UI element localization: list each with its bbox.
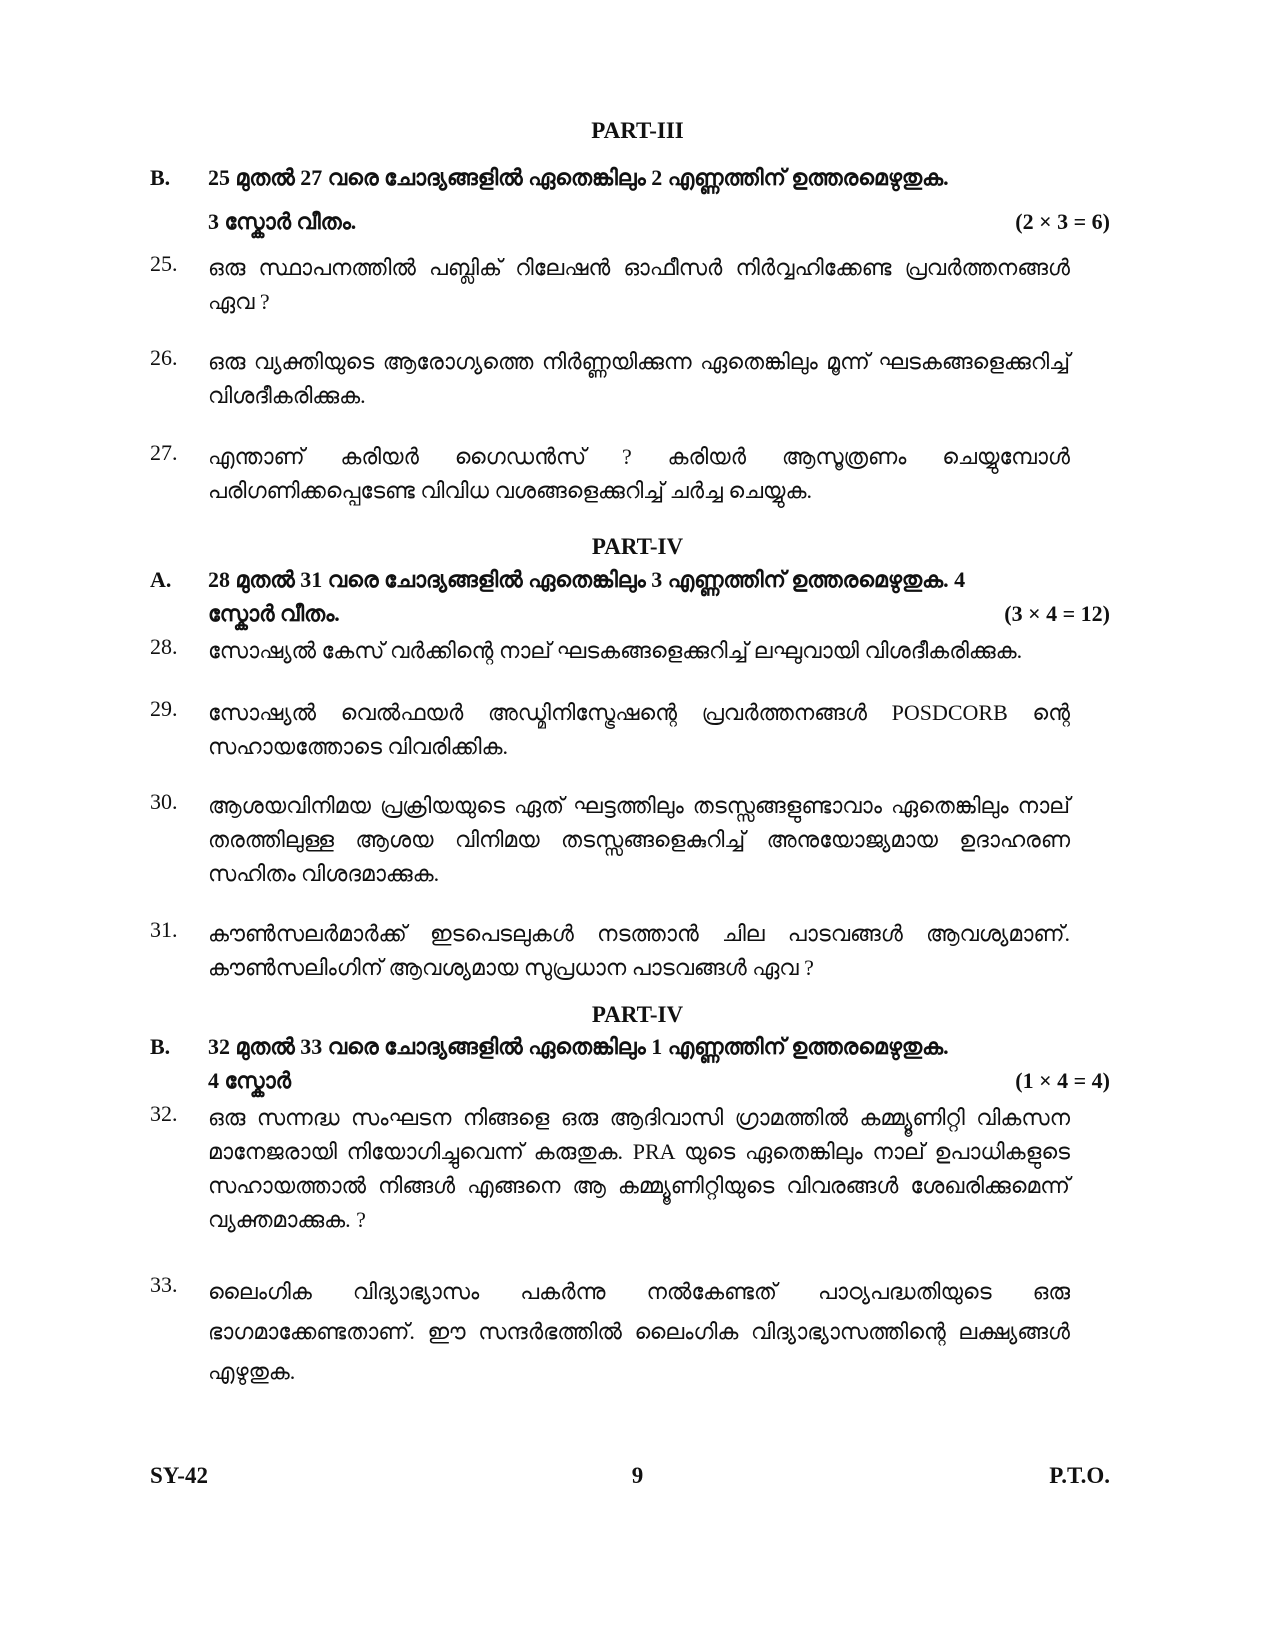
section-letter: B.	[150, 1034, 171, 1059]
instruction-line: സ്കോർ വീതം.	[208, 601, 340, 626]
question-text: സോഷ്യൽ കേസ് വർക്കിന്റെ നാല് ഘടകങ്ങളെക്കുറിച്ച് ലഘുവായി വിശദീകരിക്കുക.	[208, 638, 1023, 663]
question-text: ആശയവിനിമയ പ്രക്രിയയുടെ ഏത് ഘട്ടത്തിലും തടസ്സങ്ങളുണ്ടാവാം ഏതെങ്കിലും നാല് തരത്തിലുള്ള ആശയ വിനിമയ തടസ്സങ്ങളെകുറിച്ച് അനുയോജ്യമായ ഉദാഹരണ സഹിതം വിശദമാക്കുക.	[208, 793, 1070, 886]
score-allocation: (2 × 3 = 6)	[1015, 209, 1110, 234]
instruction-line: 4 സ്കോർ	[208, 1068, 292, 1093]
question-number: 25.	[150, 251, 178, 276]
question-number: 30.	[150, 789, 178, 814]
please-turn-over: P.T.O.	[1049, 1463, 1110, 1488]
question-number: 32.	[150, 1101, 178, 1126]
section-letter: A.	[150, 567, 172, 592]
question-text: കൗൺസലർമാർക്ക് ഇടപെടലുകൾ നടത്താൻ ചില പാടവങ്ങൾ ആവശ്യമാണ്. കൗൺസലിംഗിന് ആവശ്യമായ സുപ്രധാന പാടവങ്ങൾ ഏവ ?	[208, 921, 1070, 980]
question-number: 31.	[150, 917, 178, 942]
score-allocation: (3 × 4 = 12)	[1004, 601, 1110, 626]
instruction-line: 32 മുതൽ 33 വരെ ചോദ്യങ്ങളിൽ ഏതെങ്കിലും 1 എണ്ണത്തിന് ഉത്തരമെഴുതുക.	[208, 1034, 949, 1059]
question-number: 26.	[150, 345, 178, 370]
question-text: ഒരു സന്നദ്ധ സംഘടന നിങ്ങളെ ഒരു ആദിവാസി ഗ്രാമത്തിൽ കമ്മ്യൂണിറ്റി വികസന മാനേജരായി നിയോഗിച്ചുവെന്ന് കരുതുക. PRA യുടെ ഏതെങ്കിലും നാല് ഉപാധികളുടെ സഹായത്താൽ നിങ്ങൾ എങ്ങനെ ആ കമ്മ്യൂണിറ്റിയുടെ വിവരങ്ങൾ ശേഖരിക്കുമെന്ന് വ്യക്തമാക്കുക. ?	[208, 1105, 1070, 1232]
question-number: 28.	[150, 634, 178, 659]
question-number: 33.	[150, 1272, 178, 1297]
part-title: PART-III	[591, 118, 684, 143]
section-instruction	[150, 567, 1110, 631]
score-allocation: (1 × 4 = 4)	[1015, 1068, 1110, 1093]
question-text: ഒരു സ്ഥാപനത്തിൽ പബ്ലിക് റിലേഷൻ ഓഫീസർ നിർവ്വഹിക്കേണ്ട പ്രവർത്തനങ്ങൾ ഏവ ?	[208, 255, 1070, 314]
question-text: ലൈംഗിക വിദ്യാഭ്യാസം പകർന്നു നൽകേണ്ടത് പാഠ്യപദ്ധതിയുടെ ഒരു ഭാഗമാക്കേണ്ടതാണ്. ഈ സന്ദർഭത്തിൽ ലൈംഗിക വിദ്യാഭ്യാസത്തിന്റെ ലക്ഷ്യങ്ങൾ എഴുതുക.	[208, 1279, 1070, 1384]
question-text: എന്താണ് കരിയർ ഗൈഡൻസ് ? കരിയർ ആസൂത്രണം ചെയ്യുമ്പോൾ പരിഗണിക്കപ്പെടേണ്ട വിവിധ വശങ്ങളെക്കുറിച്ച് ചർച്ച ചെയ്യുക.	[208, 444, 1070, 503]
section-letter: B.	[150, 165, 171, 190]
question-text: സോഷ്യൽ വെൽഫയർ അഡ്മിനിസ്ട്രേഷന്റെ പ്രവർത്തനങ്ങൾ POSDCORB ന്റെ സഹായത്തോടെ വിവരിക്കിക.	[208, 700, 1070, 759]
part-title: PART-IV	[591, 1002, 684, 1027]
instruction-line: 3 സ്കോർ വീതം.	[208, 209, 357, 234]
question-number: 27.	[150, 440, 178, 465]
section-instruction	[150, 1034, 1110, 1098]
section-instruction	[150, 165, 1110, 237]
instruction-line: 25 മുതൽ 27 വരെ ചോദ്യങ്ങളിൽ ഏതെങ്കിലും 2 എണ്ണത്തിന് ഉത്തരമെഴുതുക.	[208, 165, 949, 190]
paper-code: SY-42	[150, 1463, 208, 1488]
question-text: ഒരു വ്യക്തിയുടെ ആരോഗ്യത്തെ നിർണ്ണയിക്കുന്ന ഏതെങ്കിലും മൂന്ന് ഘടകങ്ങളെക്കുറിച്ച് വിശദീകരിക്കുക.	[208, 349, 1070, 408]
page-number: 9	[631, 1463, 644, 1488]
instruction-line: 28 മുതൽ 31 വരെ ചോദ്യങ്ങളിൽ ഏതെങ്കിലും 3 എണ്ണത്തിന് ഉത്തരമെഴുതുക. 4	[208, 567, 966, 592]
part-title: PART-IV	[591, 534, 684, 559]
question-number: 29.	[150, 696, 178, 721]
